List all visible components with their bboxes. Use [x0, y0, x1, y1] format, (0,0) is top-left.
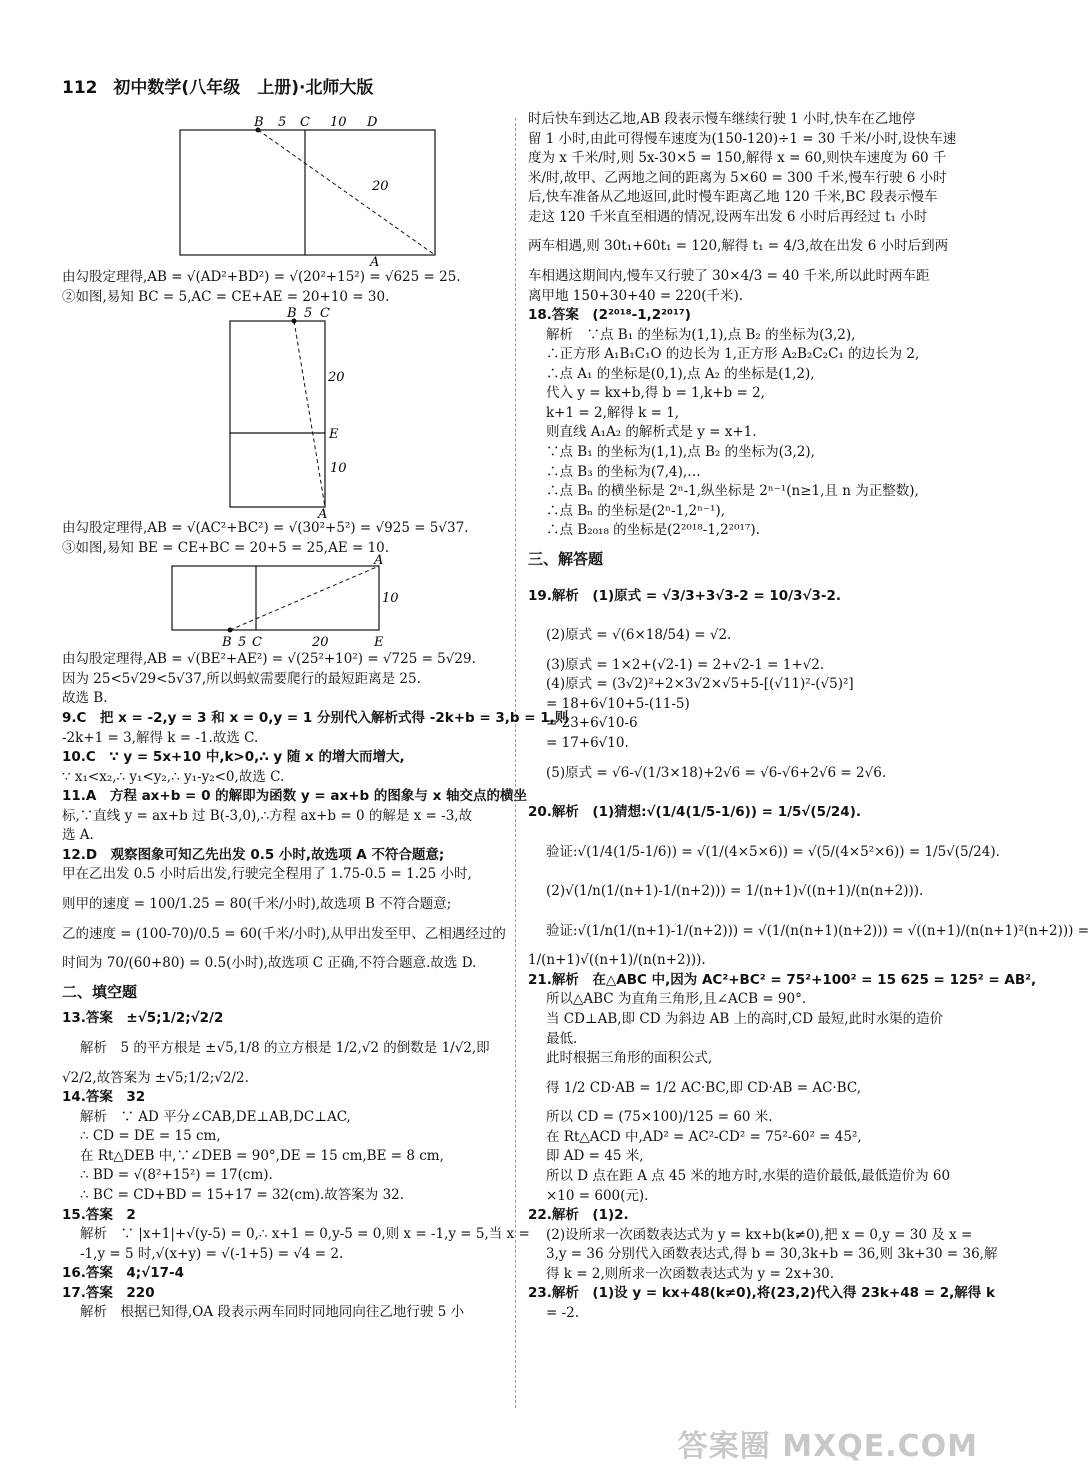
fig3-label-5: 5 [238, 635, 247, 651]
answer-21: 21.解析 在△ABC 中,因为 AC²+BC² = 75²+100² = 15 625 = 125² = AB², [528, 971, 1037, 988]
watermark-logo: 答案圈 MXQE.COM [677, 1428, 978, 1464]
text-line: 解析 5 的平方根是 ±√5,1/8 的立方根是 1/2,√2 的倒数是 1/√2,即 [80, 1040, 490, 1056]
text-line: 离甲地 150+30+40 = 220(千米). [528, 287, 744, 304]
text-line: k+1 = 2,解得 k = 1, [546, 404, 680, 421]
text-line: 由勾股定理得,AB = √(BE²+AE²) = √(25²+10²) = √725 = 5√29. [62, 651, 476, 668]
text-line: (5)原式 = √6-√(1/3×18)+2√6 = √6-√6+2√6 = 2√6. [546, 764, 887, 781]
text-line: 所以 D 点在距 A 点 45 米的地方时,水渠的造价最低,最低造价为 60 [546, 1167, 951, 1184]
fig2-label-C: C [320, 306, 330, 322]
right-column [528, 110, 1089, 1323]
answer-16: 16.答案 4;√17-4 [62, 1265, 184, 1282]
text-line: 留 1 小时,由此可得慢车速度为(150-120)÷1 = 30 千米/小时,设快车速 [528, 130, 957, 147]
figure-2 [62, 306, 502, 523]
fig3-label-A: A [374, 553, 384, 569]
answer-22: 22.解析 (1)2. [528, 1207, 629, 1224]
text-line: 车相遇这期间内,慢车又行驶了 30×4/3 = 40 千米,所以此时两车距 [528, 267, 930, 284]
text-line: 在 Rt△ACD 中,AD² = AC²-CD² = 75²-60² = 45², [546, 1128, 862, 1145]
fig1-label-A: A [370, 255, 380, 270]
fig1-label-20: 20 [372, 179, 389, 194]
figure-2-diagram [62, 306, 502, 523]
text-line: 两车相遇,则 30t₁+60t₁ = 120,解得 t₁ = 4/3,故在出发 6 小时后到两 [528, 238, 949, 255]
column-divider [515, 118, 516, 1408]
text-line: 所以 CD = (75×100)/125 = 60 米. [546, 1109, 773, 1126]
fig3-label-C: C [252, 635, 262, 651]
figure-1-diagram [62, 110, 502, 268]
text-line: 则直线 A₁A₂ 的解析式是 y = x+1. [546, 424, 757, 441]
answer-14: 14.答案 32 [62, 1089, 146, 1106]
answer-9: 9.C 把 x = -2,y = 3 和 x = 0,y = 1 分别代入解析式得 -2k+b = 3,b = 1,则 [62, 709, 569, 726]
fig2-label-A: A [318, 507, 328, 523]
text-line: ∴点 A₁ 的坐标是(0,1),点 A₂ 的坐标是(1,2), [546, 365, 815, 382]
text-line: 米/时,故甲、乙两地之间的距离为 5×60 = 300 千米,慢车行驶 6 小时 [528, 169, 947, 186]
page-header [62, 76, 373, 101]
text-line: ∴点 Bₙ 的坐标是(2ⁿ-1,2ⁿ⁻¹), [546, 502, 726, 519]
answer-19: 19.解析 (1)原式 = √3/3+3√3-2 = 10/3√3-2. [528, 587, 842, 604]
text-line: 由勾股定理得,AB = √(AC²+BC²) = √(30²+5²) = √925 = 5√37. [62, 520, 469, 537]
text-line: ∴ CD = DE = 15 cm, [80, 1128, 221, 1145]
fig3-label-B: B [222, 635, 232, 651]
text-line: 时间为 70/(60+80) = 0.5(小时),故选项 C 正确,不符合题意.故选 D. [62, 955, 477, 972]
fig1-label-D: D [367, 115, 378, 130]
text-line: 则甲的速度 = 100/1.25 = 80(千米/小时),故选项 B 不符合题意; [62, 896, 452, 912]
text-line: 后,快车准备从乙地返回,此时慢车距离乙地 120 千米,BC 段表示慢车 [528, 189, 938, 206]
text-line: 验证:√(1/n(1/(n+1)-1/(n+2))) = √(1/(n(n+1)(n+2))) = √((n+1)/(n(n+1)²(n+2))) = [546, 922, 1089, 939]
text-line: 甲在乙出发 0.5 小时后出发,行驶完全程用了 1.75-0.5 = 1.25 小时, [62, 866, 472, 883]
page-number: 112 [62, 78, 98, 98]
answer-20: 20.解析 (1)猜想:√(1/4(1/5-1/6)) = 1/5√(5/24). [528, 804, 861, 821]
text-line: -1,y = 5 时,√(x+y) = √(-1+5) = √4 = 2. [80, 1245, 344, 1262]
text-line: 验证:√(1/4(1/5-1/6)) = √(1/(4×5×6)) = √(5/(4×5²×6)) = 1/5√(5/24). [546, 843, 1000, 860]
text-line: 当 CD⊥AB,即 CD 为斜边 AB 上的高时,CD 最短,此时水渠的造价 [546, 1011, 944, 1027]
text-line: √2/2,故答案为 ±√5;1/2;√2/2. [62, 1069, 249, 1086]
answer-10: 10.C ∵ y = 5x+10 中,k>0,∴ y 随 x 的增大而增大, [62, 749, 405, 766]
text-line: ∴点 B₂₀₁₈ 的坐标是(2²⁰¹⁸-1,2²⁰¹⁷). [546, 522, 760, 539]
fig3-label-20: 20 [312, 635, 329, 651]
text-line: 在 Rt△DEB 中,∵∠DEB = 90°,DE = 15 cm,BE = 8 cm, [80, 1147, 444, 1164]
text-line: 代入 y = kx+b,得 b = 1,k+b = 2, [546, 385, 765, 402]
text-line: (2)√(1/n(1/(n+1)-1/(n+2))) = 1/(n+1)√((n+1)/(n(n+2))). [546, 883, 924, 900]
text-line: = 18+6√10+5-(11-5) [546, 695, 690, 712]
section-heading-solutions: 三、解答题 [528, 549, 604, 568]
text-line: 故选 B. [62, 690, 108, 707]
fig2-label-10: 10 [330, 461, 347, 477]
text-line: 选 A. [62, 827, 94, 844]
text-line: 走这 120 千米直至相遇的情况,设两车出发 6 小时后再经过 t₁ 小时 [528, 208, 928, 225]
text-line: 得 k = 2,则所求一次函数表达式为 y = 2x+30. [546, 1265, 835, 1282]
text-line: = -2. [546, 1304, 580, 1321]
text-line: 解析 ∵ |x+1|+√(y-5) = 0,∴ x+1 = 0,y-5 = 0,则 x = -1,y = 5,当 x = [80, 1226, 530, 1243]
figure-3-diagram [62, 553, 502, 651]
text-line: 3,y = 36 分别代入函数表达式,得 b = 30,3k+b = 36,则 3k+30 = 36,解 [546, 1246, 998, 1263]
text-line: 标,∵直线 y = ax+b 过 B(-3,0),∴方程 ax+b = 0 的解是 x = -3,故 [62, 807, 473, 824]
answer-13: 13.答案 ±√5;1/2;√2/2 [62, 1010, 224, 1027]
text-line: ∴正方形 A₁B₁C₁O 的边长为 1,正方形 A₂B₂C₂C₁ 的边长为 2, [546, 346, 920, 363]
text-line: ∴ BC = CD+BD = 15+17 = 32(cm).故答案为 32. [80, 1186, 405, 1203]
fig2-label-B: B [287, 306, 297, 322]
fig3-label-10: 10 [382, 591, 399, 607]
fig1-label-C: C [300, 115, 310, 130]
text-line: ∴点 Bₙ 的横坐标是 2ⁿ-1,纵坐标是 2ⁿ⁻¹(n≥1,且 n 为正整数), [546, 483, 919, 500]
text-line: 得 1/2 CD·AB = 1/2 AC·BC,即 CD·AB = AC·BC, [546, 1079, 861, 1096]
text-line: = 17+6√10. [546, 734, 629, 751]
text-line: (4)原式 = (3√2)²+2×3√2×√5+5-[(√11)²-(√5)²] [546, 676, 854, 693]
text-line: 度为 x 千米/时,则 5x-30×5 = 150,解得 x = 60,则快车速度为 60 千 [528, 150, 947, 167]
text-line: 即 AD = 45 米, [546, 1148, 644, 1165]
text-line: 解析 ∵点 B₁ 的坐标为(1,1),点 B₂ 的坐标为(3,2), [546, 326, 856, 343]
text-line: ∵ x₁<x₂,∴ y₁<y₂,∴ y₁-y₂<0,故选 C. [62, 768, 285, 785]
text-line: ③如图,易知 BE = CE+BC = 20+5 = 25,AE = 10. [62, 539, 390, 556]
text-line: ∴ BD = √(8²+15²) = 17(cm). [80, 1167, 273, 1184]
answer-17: 17.答案 220 [62, 1284, 155, 1301]
fig2-label-E: E [329, 427, 339, 443]
text-line: = 23+6√10-6 [546, 715, 638, 732]
text-line: ②如图,易知 BC = 5,AC = CE+AE = 20+10 = 30. [62, 288, 390, 305]
text-line: 乙的速度 = (100-70)/0.5 = 60(千米/小时),从甲出发至甲、乙相遇经过的 [62, 925, 506, 942]
text-line: 所以△ABC 为直角三角形,且∠ACB = 90°. [546, 991, 807, 1008]
text-line: 时后快车到达乙地,AB 段表示慢车继续行驶 1 小时,快车在乙地停 [528, 111, 916, 127]
fig2-label-5: 5 [304, 306, 313, 322]
fig1-label-5: 5 [278, 115, 287, 130]
text-line: 最低. [546, 1030, 578, 1047]
text-line: (3)原式 = 1×2+(√2-1) = 2+√2-1 = 1+√2. [546, 656, 825, 673]
answer-11: 11.A 方程 ax+b = 0 的解即为函数 y = ax+b 的图象与 x 轴交点的横坐 [62, 788, 527, 805]
text-line: ×10 = 600(元). [546, 1187, 649, 1204]
text-line: 解析 根据已知得,OA 段表示两车同时同地同向往乙地行驶 5 小 [80, 1304, 465, 1321]
text-line: ∴点 B₃ 的坐标为(7,4),… [546, 463, 701, 480]
figure-1 [62, 110, 502, 268]
fig1-label-10: 10 [330, 115, 347, 130]
answer-12: 12.D 观察图象可知乙先出发 0.5 小时,故选项 A 不符合题意; [62, 846, 445, 863]
book-title: 初中数学(八年级 上册)·北师大版 [113, 78, 374, 98]
answer-15: 15.答案 2 [62, 1206, 136, 1223]
answer-23: 23.解析 (1)设 y = kx+48(k≠0),将(23,2)代入得 23k+48 = 2,解得 k [528, 1285, 995, 1302]
text-line: -2k+1 = 3,解得 k = -1.故选 C. [62, 729, 259, 746]
text-line: (2)原式 = √(6×18/54) = √2. [546, 627, 732, 644]
text-line: 因为 25<5√29<5√37,所以蚂蚁需要爬行的最短距离是 25. [62, 670, 421, 687]
text-line: 1/(n+1)√((n+1)/(n(n+2))). [528, 952, 706, 969]
figure-3 [62, 553, 502, 651]
fig1-label-B: B [254, 115, 264, 130]
fig3-label-E: E [374, 635, 384, 651]
text-line: 由勾股定理得,AB = √(AD²+BD²) = √(20²+15²) = √625 = 25. [62, 269, 461, 285]
text-line: 此时根据三角形的面积公式, [546, 1050, 713, 1067]
text-line: ∵点 B₁ 的坐标为(1,1),点 B₂ 的坐标为(3,2), [546, 444, 815, 460]
fig2-label-20: 20 [328, 370, 345, 386]
answer-18: 18.答案 (2²⁰¹⁸-1,2²⁰¹⁷) [528, 307, 691, 324]
section-heading-fill-in: 二、填空题 [62, 982, 138, 1001]
text-line: 解析 ∵ AD 平分∠CAB,DE⊥AB,DC⊥AC, [80, 1108, 351, 1125]
text-line: (2)设所求一次函数表达式为 y = kx+b(k≠0),把 x = 0,y = 30 及 x = [546, 1226, 973, 1243]
